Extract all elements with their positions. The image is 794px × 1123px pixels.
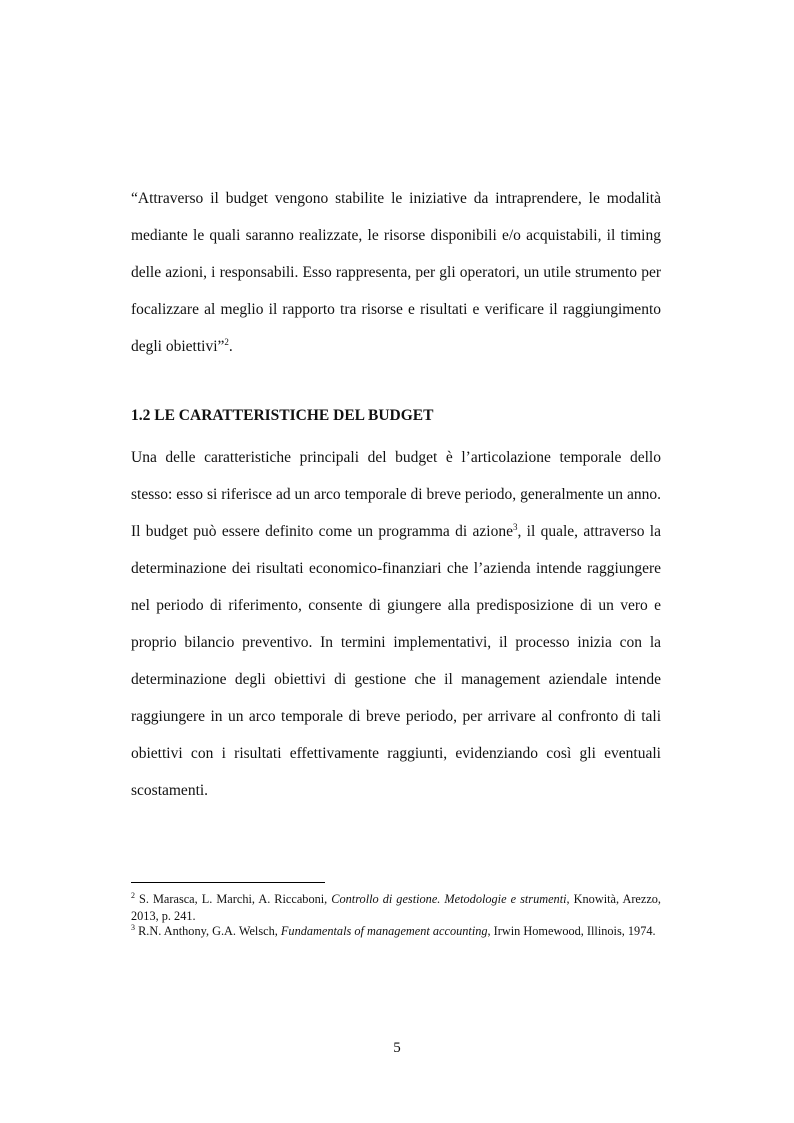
footnote-title: Controllo di gestione. Metodologie e strumenti: [331, 892, 567, 906]
quote-paragraph: [131, 180, 661, 365]
footnote-number: 2: [131, 890, 135, 900]
footnote-authors: R.N. Anthony, G.A. Welsch,: [138, 924, 278, 938]
footnote-number: 3: [131, 922, 135, 932]
quote-text: “Attraverso il budget vengono stabilite le iniziative da intraprendere, le modalità mediante le quali saranno realizzate, le risorse disponibili e/o acquistabili, il timing delle azioni, i responsabili. Esso rappresenta, per gli operatori, un utile strumento per focalizzare al meglio il rapporto tra risorse e risultati e verificare il raggiungimento degli obiettivi”: [131, 190, 661, 355]
footnote-3: [131, 923, 661, 940]
paragraph-text-part1: Una delle caratteristiche principali del budget è l’articolazione temporale dello stesso: esso si riferisce ad un arco temporale di breve periodo, generalmente un anno. Il budget può essere definito come un programma di azione: [131, 449, 661, 540]
quote-end: .: [228, 338, 233, 355]
page-number: 5: [393, 1040, 401, 1056]
footnote-separator: [131, 882, 325, 883]
section-paragraph: [131, 439, 661, 809]
footnote-authors: S. Marasca, L. Marchi, A. Riccaboni,: [139, 892, 328, 906]
footnote-title: Fundamentals of management accounting: [280, 924, 488, 938]
footnote-ref-2: 2: [224, 336, 229, 347]
footnote-publication: , Knowità, Arezzo, 2013, p. 241.: [131, 892, 662, 923]
footnote-publication: , Irwin Homewood, Illinois, 1974.: [487, 924, 656, 938]
footnote-ref-3: 3: [512, 521, 518, 532]
footnote-2: [131, 891, 661, 925]
paragraph-text-part2: , il quale, attraverso la determinazione dei risultati economico-finanziari che l’azienda intende raggiungere nel periodo di riferimento, consente di giungere alla predisposizione di un vero e proprio bilancio preventivo. In termini implementativi, il processo inizia con la determinazione degli obiettivi di gestione che il management aziendale intende raggiungere in un arco temporale di breve periodo, per arrivare al confronto di tali obiettivi con i risultati effettivamente raggiunti, evidenziando così gli eventuali scostamenti.: [131, 523, 661, 799]
section-heading: 1.2 LE CARATTERISTICHE DEL BUDGET: [131, 407, 434, 424]
